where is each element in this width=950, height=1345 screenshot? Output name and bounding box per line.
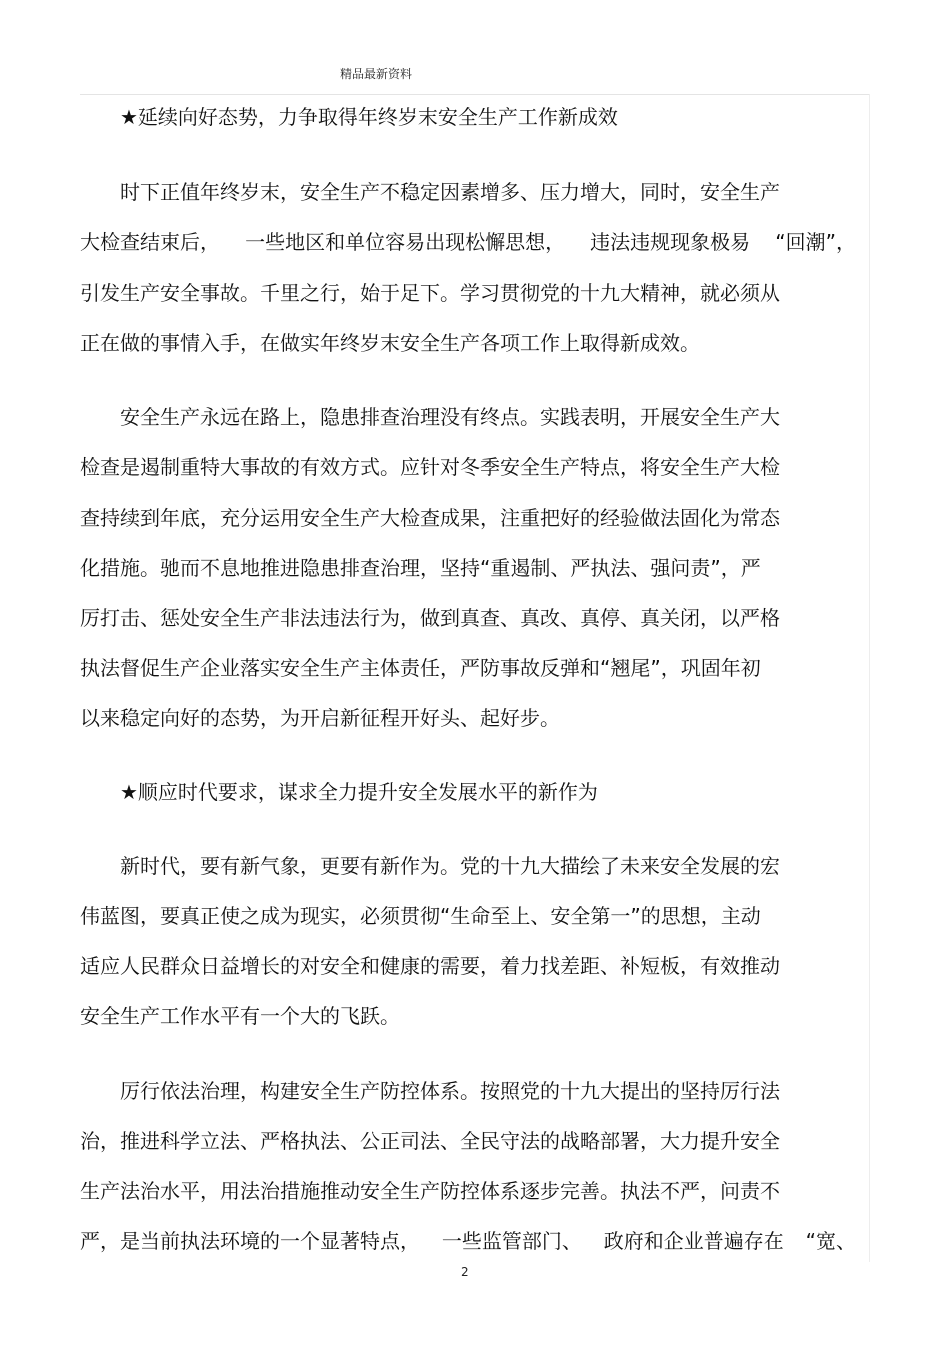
header-divider — [80, 94, 870, 95]
paragraph-line: 厉打击、惩处安全生产非法违法行为，做到真查、真改、真停、真关闭，以严格 — [80, 606, 780, 630]
text-segment: 一些地区和单位容易出现松懈思想， — [245, 230, 566, 254]
text-segment: 政府和企业普遍存在 — [603, 1229, 784, 1253]
paragraph-line: 正在做的事情入手，在做实年终岁末安全生产各项工作上取得新成效。 — [80, 331, 700, 355]
paragraph-line: 以来稳定向好的态势，为开启新征程开好头、起好步。 — [80, 706, 560, 730]
page-number: 2 — [461, 1265, 469, 1279]
section-heading-1: ★延续向好态势，力争取得年终岁末安全生产工作新成效 — [120, 105, 618, 129]
text-segment: 大检查结束后， — [80, 230, 220, 254]
paragraph-line — [80, 229, 856, 255]
paragraph-line: 查持续到年底，充分运用安全生产大检查成果，注重把好的经验做法固化为常态 — [80, 506, 780, 530]
paragraph-line: 厉行依法治理，构建安全生产防控体系。按照党的十九大提出的坚持厉行法 — [120, 1079, 780, 1103]
paragraph-line: 安全生产永远在路上，隐患排查治理没有终点。实践表明，开展安全生产大 — [120, 405, 780, 429]
paragraph-line: 引发生产安全事故。千里之行，始于足下。学习贯彻党的十九大精神，就必须从 — [80, 281, 780, 305]
paragraph-line: 治，推进科学立法、严格执法、公正司法、全民守法的战略部署，大力提升安全 — [80, 1129, 780, 1153]
text-segment: 一些监管部门、 — [441, 1229, 582, 1253]
paragraph-line: 生产法治水平，用法治措施推动安全生产防控体系逐步完善。执法不严，问责不 — [80, 1179, 780, 1203]
text-segment: “宽、 — [805, 1229, 856, 1253]
paragraph-line: 新时代，要有新气象，更要有新作为。党的十九大描绘了未来安全发展的宏 — [120, 854, 780, 878]
paragraph-line: 安全生产工作水平有一个大的飞跃。 — [80, 1004, 400, 1028]
paragraph-line: 时下正值年终岁末，安全生产不稳定因素增多、压力增大，同时，安全生产 — [120, 180, 780, 204]
text-segment: 违法违规现象极易 — [590, 230, 751, 254]
paragraph-line: 伟蓝图，要真正使之成为现实，必须贯彻“生命至上、安全第一”的思想，主动 — [80, 904, 761, 928]
paragraph-line: 执法督促生产企业落实安全生产主体责任，严防事故反弹和“翘尾”，巩固年初 — [80, 656, 761, 680]
text-segment: 严，是当前执法环境的一个显著特点， — [80, 1229, 420, 1253]
page-header: 精品最新资料 — [340, 67, 413, 81]
paragraph-line: 检查是遏制重特大事故的有效方式。应针对冬季安全生产特点，将安全生产大检 — [80, 455, 780, 479]
section-heading-2: ★顺应时代要求，谋求全力提升安全发展水平的新作为 — [120, 780, 598, 804]
text-segment: “回潮”， — [775, 230, 856, 254]
paragraph-line: 化措施。驰而不息地推进隐患排查治理，坚持“重遏制、严执法、强问责”，严 — [80, 556, 761, 580]
right-margin-rule — [869, 94, 870, 1262]
paragraph-line — [80, 1228, 856, 1254]
paragraph-line: 适应人民群众日益增长的对安全和健康的需要，着力找差距、补短板，有效推动 — [80, 954, 780, 978]
